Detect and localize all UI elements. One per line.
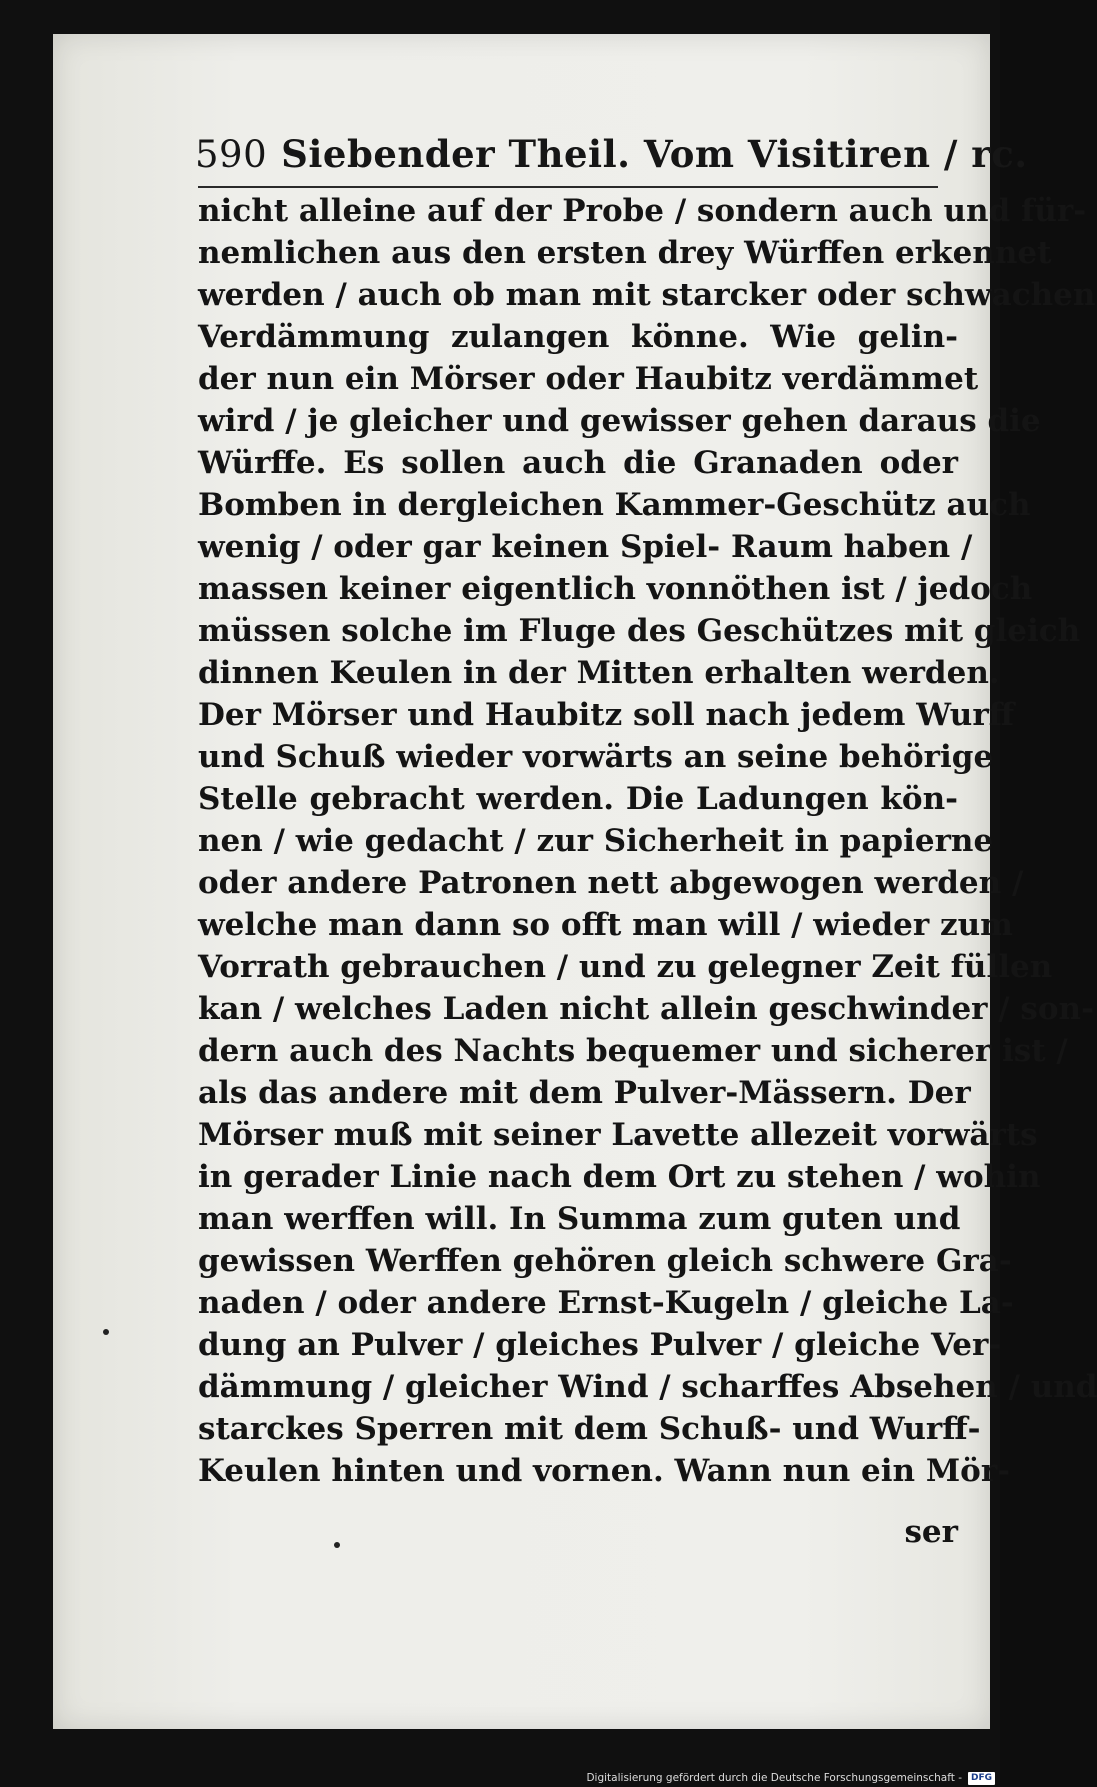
body-text [198,190,1097,1492]
dfg-logo: DFG [968,1772,995,1785]
text-line: dämmung / gleicher Wind / scharffes Absehen / und [198,1369,1097,1405]
text-line: Stelle gebracht werden. Die Ladungen kön- [198,781,958,817]
text-line: in gerader Linie nach dem Ort zu stehen / wohin [198,1159,1041,1195]
digitization-credit [586,1770,995,1786]
text-line: Verdämmung zulangen könne. Wie gelin- [198,319,958,355]
credit-text: Digitalisierung gefördert durch die Deutsche Forschungsgemeinschaft - [586,1772,962,1784]
text-line: nicht alleine auf der Probe / sondern auch und für- [198,193,1087,229]
text-line: müssen solche im Fluge des Geschützes mit gleich [198,613,1081,649]
text-line: werden / auch ob man mit starcker oder schwachen [198,277,1096,313]
text-line: der nun ein Mörser oder Haubitz verdämmet [198,361,979,397]
text-line: dung an Pulver / gleiches Pulver / gleiche Ver- [198,1327,1002,1363]
text-line: Keulen hinten und vornen. Wann nun ein Mör- [198,1453,1011,1489]
running-header [195,132,1028,188]
ink-speck [334,1542,340,1548]
text-line: als das andere mit dem Pulver-Mässern. Der [198,1075,971,1111]
text-line: naden / oder andere Ernst-Kugeln / gleiche La- [198,1285,1014,1321]
text-line: starckes Sperren mit dem Schuß- und Wurff- [198,1411,981,1447]
text-line: Mörser muß mit seiner Lavette allezeit vorwärts [198,1117,1038,1153]
text-line: Bomben in dergleichen Kammer-Geschütz auch [198,487,1031,523]
text-line: dern auch des Nachts bequemer und sicherer ist / [198,1033,1068,1069]
header-rule [198,186,938,188]
text-line: Vorrath gebrauchen / und zu gelegner Zeit füllen [198,949,1053,985]
text-line: man werffen will. In Summa zum guten und [198,1201,961,1237]
text-line: nemlichen aus den ersten drey Würffen erkennet [198,235,1052,271]
text-line: kan / welches Laden nicht allein geschwinder / son- [198,991,1094,1027]
catchword: ser [904,1514,958,1550]
ink-speck [103,1329,109,1335]
text-line: oder andere Patronen nett abgewogen werden / [198,865,1024,901]
text-line: und Schuß wieder vorwärts an seine behörige [198,739,994,775]
text-line: nen / wie gedacht / zur Sicherheit in papierne [198,823,994,859]
text-line: dinnen Keulen in der Mitten erhalten werden. [198,655,1000,691]
text-line: Der Mörser und Haubitz soll nach jedem Wurff [198,697,1015,733]
page-number: 590 [195,133,268,176]
running-title: Siebender Theil. Vom Visitiren / rc. [281,132,1028,176]
text-line: wird / je gleicher und gewisser gehen daraus die [198,403,1041,439]
text-line: gewissen Werffen gehören gleich schwere Gra- [198,1243,1012,1279]
text-line: massen keiner eigentlich vonnöthen ist / jedoch [198,571,1033,607]
text-line: welche man dann so offt man will / wieder zum [198,907,1013,943]
text-line: Würffe. Es sollen auch die Granaden oder [198,445,958,481]
text-line: wenig / oder gar keinen Spiel- Raum haben / [198,529,973,565]
